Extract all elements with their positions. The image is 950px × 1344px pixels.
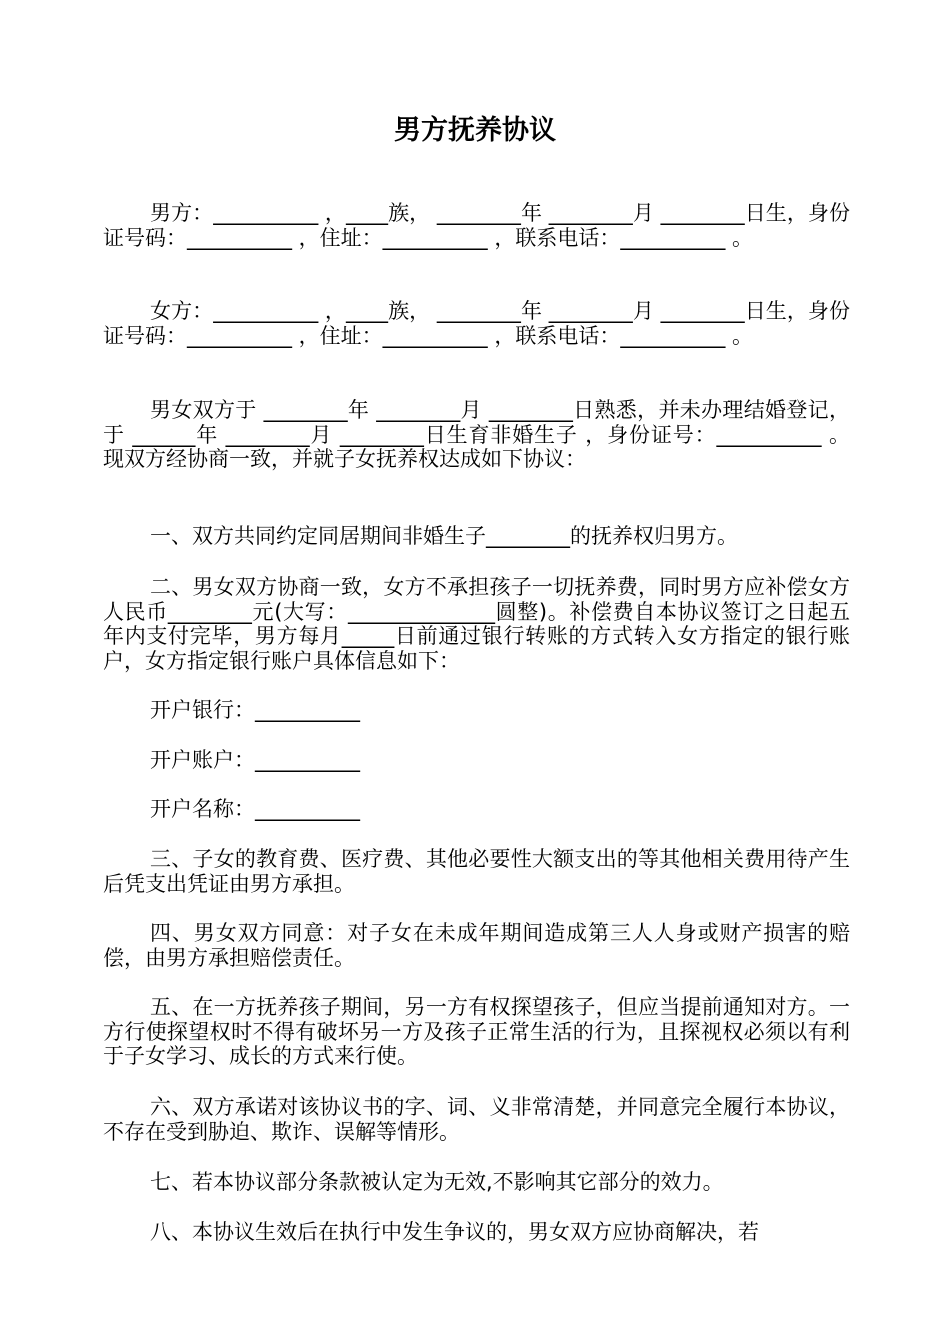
account-name-field: 开户名称：__________ [150, 797, 360, 821]
background-paragraph: 男女双方于 ________年 ________月 ________日熟悉，并未办理结婚登记，于 ______年 ________月 ________日生育非婚生子 ，身份证号：__________ 。现双方经协商一致，并就子女抚养权达成如下协议： [103, 398, 850, 472]
bank-account-field: 开户账户：__________ [150, 748, 360, 772]
clause-6: 六、双方承诺对该协议书的字、词、义非常清楚，并同意完全履行本协议，不存在受到胁迫、欺诈、误解等情形。 [103, 1095, 850, 1144]
male-party-info: 男方：__________ ，____族， ________年 ________月 ________日生，身份证号码：__________ ，住址：__________ ，联系电话：__________ 。 [103, 201, 850, 250]
clause-5: 五、在一方抚养孩子期间，另一方有权探望孩子，但应当提前通知对方。一方行使探望权时不得有破坏另一方及孩子正常生活的行为，且探视权必须以有利于子女学习、成长的方式来行使。 [103, 995, 850, 1069]
clause-3: 三、子女的教育费、医疗费、其他必要性大额支出的等其他相关费用待产生后凭支出凭证由男方承担。 [103, 847, 850, 896]
clause-1: 一、双方共同约定同居期间非婚生子________的抚养权归男方。 [150, 524, 738, 548]
bank-name-field: 开户银行：__________ [150, 698, 360, 722]
clause-4: 四、男女双方同意：对子女在未成年期间造成第三人人身或财产损害的赔偿，由男方承担赔偿责任。 [103, 921, 850, 970]
clause-7: 七、若本协议部分条款被认定为无效,不影响其它部分的效力。 [150, 1170, 724, 1194]
clause-8: 八、本协议生效后在执行中发生争议的，男女双方应协商解决，若 [150, 1220, 759, 1244]
female-party-info: 女方：__________ ，____族， ________年 ________月 ________日生，身份证号码：__________ ，住址：__________ ，联系电话：__________ 。 [103, 299, 850, 348]
document-title: 男方抚养协议 [394, 115, 556, 146]
clause-2: 二、男女双方协商一致，女方不承担孩子一切抚养费，同时男方应补偿女方人民币________元(大写：______________圆整)。补偿费自本协议签订之日起五年内支付完毕，男方每月_____日前通过银行转账的方式转入女方指定的银行账户，女方指定银行账户具体信息如下： [103, 575, 850, 673]
